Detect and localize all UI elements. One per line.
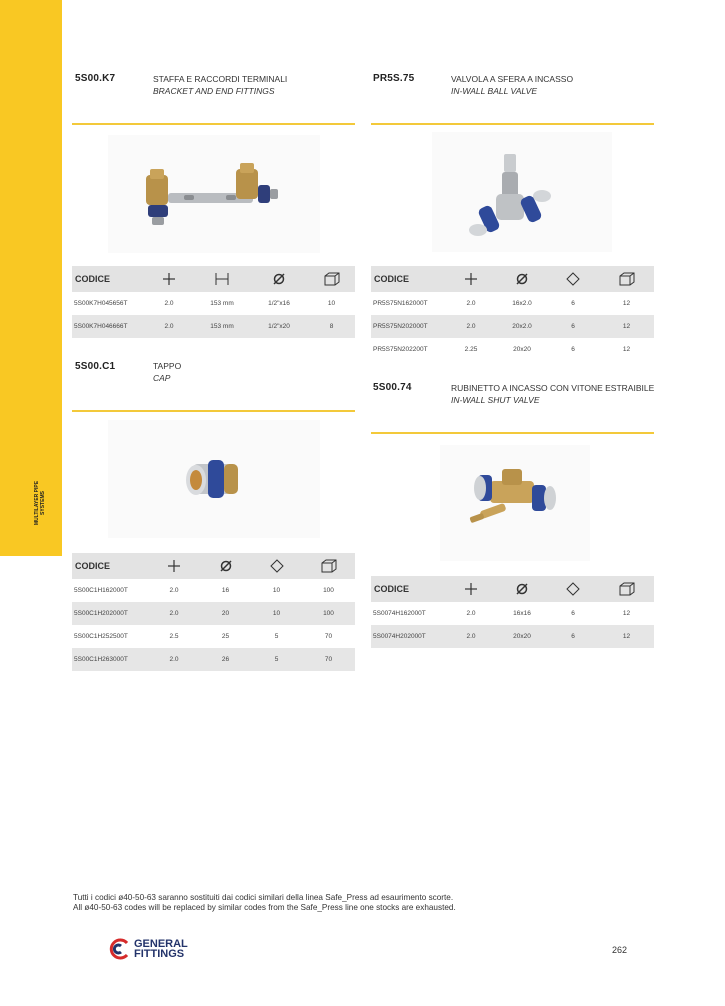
name-it: RUBINETTO A INCASSO CON VITONE ESTRAIBILE <box>451 383 655 393</box>
spec-table-pr5s75 <box>371 266 654 361</box>
diameter-icon <box>497 266 547 292</box>
table-header <box>72 553 355 579</box>
product-description <box>153 360 181 384</box>
product-code: 5S00.C1 <box>75 361 116 372</box>
diameter-icon <box>250 266 308 292</box>
table-row: 5S00K7H045656T 2.0 153 mm 1/2"x16 10 <box>74 300 336 307</box>
product-code: PR5S.75 <box>373 73 415 84</box>
divider <box>371 123 654 125</box>
table-row: 5S00C1H162000T 2.0 16 10 100 <box>74 587 334 594</box>
thickness-icon <box>144 266 194 292</box>
name-en: BRACKET AND END FITTINGS <box>153 86 275 96</box>
spec-table-c1 <box>72 553 355 671</box>
diameter-icon <box>497 576 547 602</box>
product-photo-cap <box>108 420 320 538</box>
product-photo-ball-valve <box>432 132 612 252</box>
thickness-icon <box>148 553 200 579</box>
table-row: 5S0074H202000T 2.0 20x20 6 12 <box>371 625 654 648</box>
name-it: STAFFA E RACCORDI TERMINALI <box>153 74 288 84</box>
length-icon <box>194 266 250 292</box>
table-row: 5S0074H162000T 2.0 16x16 6 12 <box>373 610 631 617</box>
wrench-icon <box>251 553 302 579</box>
table-row: 5S00C1H263000T 2.0 26 5 70 <box>72 648 355 671</box>
thickness-icon <box>445 266 497 292</box>
table-row: 5S00K7H046666T 2.0 153 mm 1/2"x20 8 <box>72 315 355 338</box>
table-row: 5S00C1H202000T 2.0 20 10 100 <box>72 602 355 625</box>
diameter-icon <box>200 553 251 579</box>
codice-header: CODICE <box>72 553 148 579</box>
product-code: 5S00.K7 <box>75 73 116 84</box>
box-icon <box>302 553 355 579</box>
product-code: 5S00.74 <box>373 382 412 393</box>
codice-header: CODICE <box>371 266 445 292</box>
logo-mark-icon <box>107 937 131 961</box>
table-header <box>371 576 654 602</box>
table-header <box>371 266 654 292</box>
divider <box>371 432 654 434</box>
sidebar-label: MULTILAYER PIPE SYSTEMS <box>34 480 46 526</box>
footnote-it: Tutti i codici ø40-50-63 saranno sostituiti dai codici similari della linea Safe_Press ad esaurimento scorte. <box>73 893 454 902</box>
divider <box>72 123 355 125</box>
wrench-icon <box>547 576 599 602</box>
box-icon <box>308 266 355 292</box>
table-row: 5S00C1H252500T 2.5 25 5 70 <box>74 633 333 640</box>
page-number: 262 <box>612 945 628 955</box>
name-en: IN-WALL SHUT VALVE <box>451 395 540 405</box>
name-en: IN-WALL BALL VALVE <box>451 86 538 96</box>
table-header <box>72 266 355 292</box>
logo-line2: FITTINGS <box>134 948 185 960</box>
product-photo-shut-valve <box>440 445 590 561</box>
codice-header: CODICE <box>72 266 144 292</box>
name-it: VALVOLA A SFERA A INCASSO <box>451 74 574 84</box>
codice-header: CODICE <box>371 576 445 602</box>
footnote-en: All ø40-50-63 codes will be replaced by similar codes from the Safe_Press line one stocks are exhausted. <box>73 903 456 912</box>
table-row: PR5S75N162000T 2.0 16x2.0 6 12 <box>373 300 631 307</box>
footnote <box>73 893 456 913</box>
thickness-icon <box>445 576 497 602</box>
name-it: TAPPO <box>153 361 182 371</box>
product-description <box>451 73 573 97</box>
spec-table-k7 <box>72 266 355 338</box>
wrench-icon <box>547 266 599 292</box>
logo-line1: GENERAL <box>134 938 188 950</box>
table-row: PR5S75N202200T 2.25 20x20 6 12 <box>373 346 631 353</box>
box-icon <box>599 266 654 292</box>
product-photo-bracket <box>108 135 320 253</box>
spec-table-5s0074 <box>371 576 654 648</box>
brand-logo <box>107 937 188 961</box>
product-description <box>451 382 654 406</box>
name-en: CAP <box>153 373 171 383</box>
table-row: PR5S75N202000T 2.0 20x2.0 6 12 <box>371 315 654 338</box>
box-icon <box>599 576 654 602</box>
product-description <box>153 73 287 97</box>
divider <box>72 410 355 412</box>
